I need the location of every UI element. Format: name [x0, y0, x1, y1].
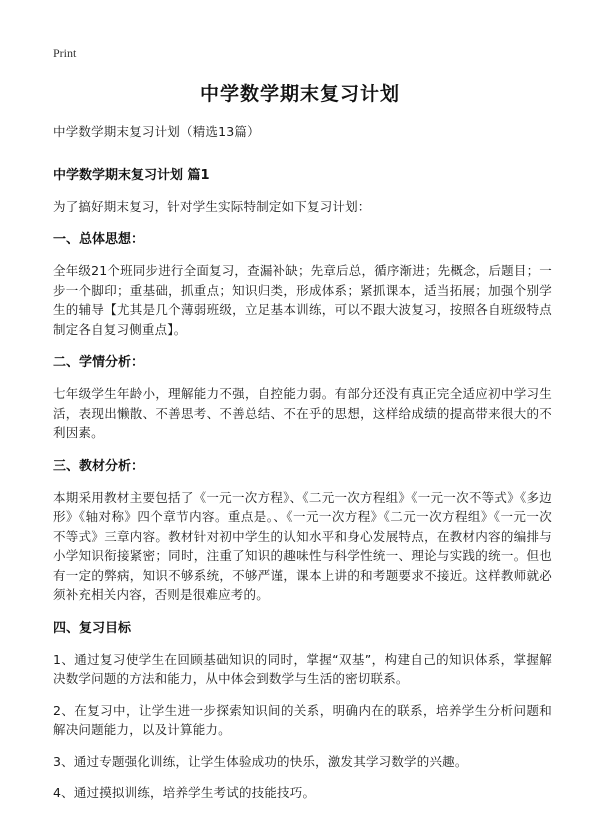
goal-item: 4、通过摸拟训练，培养学生考试的技能技巧。 [53, 785, 316, 800]
section-heading-student-analysis: 二、学情分析： [53, 355, 145, 370]
goal-item: 1、通过复习使学生在回顾基础知识的同时，掌握“双基”，构建自己的知识体系，掌握解决数学问题的方法和能力，从中体会到数学与生活的密切联系。 [53, 651, 552, 686]
document-title: 中学数学期末复习计划 [199, 83, 400, 105]
document-body [53, 122, 552, 803]
section-heading-review-goals: 四、复习目标 [53, 620, 132, 636]
section-paragraph: 本期采用教材主要包括了《一元一次方程》、《二元一次方程组》《一元一次不等式》《多边形》《轴对称》四个章节内容。重点是。、《一元一次方程》《二元一次方程组》《一元一次不等式》三章内容。教材针对初中学生的认知水平和身心发展特点，在教材内容的编排与小学知识衔接紧密；同时，注重了知识的趣味性与科学性统一、理论与实践的统一。但也有一定的弊病，知识不够系统，不够严谨，课本上讲的和考题要求不接近。这样教师就必须补充相关内容，否则是很难应考的。 [53, 489, 552, 602]
intro-paragraph: 为了搞好期末复习，针对学生实际特制定如下复习计划： [53, 198, 371, 214]
section-heading-textbook-analysis: 三、教材分析： [53, 458, 145, 474]
part-title: 中学数学期末复习计划 篇1 [53, 167, 210, 183]
print-label: Print [53, 46, 77, 60]
document-subtitle: 中学数学期末复习计划（精选13篇） [53, 124, 260, 139]
section-paragraph: 全年级21个班同步进行全面复习，查漏补缺；先章后总，循序渐进；先概念，后题目；一步一个脚印；重基础，抓重点；知识归类，形成体系；紧抓课本，适当拓展；加强个别学生的辅导【尤其是几个薄弱班级，立足基本训练，可以不跟大波复习，按照各自班级特点制定各自复习侧重点】。 [53, 263, 552, 337]
goal-item: 3、通过专题强化训练，让学生体验成功的快乐，激发其学习数学的兴趣。 [53, 753, 468, 769]
goal-item: 2、在复习中，让学生进一步探索知识间的关系，明确内在的联系，培养学生分析问题和解决问题能力，以及计算能力。 [53, 702, 552, 737]
section-paragraph: 七年级学生年龄小，理解能力不强，自控能力弱。有部分还没有真正完全适应初中学习生活，表现出懒散、不善思考、不善总结、不在乎的思想，这样给成绩的提高带来很大的不利因素。 [53, 386, 552, 440]
section-heading-overall: 一、总体思想： [53, 232, 145, 247]
